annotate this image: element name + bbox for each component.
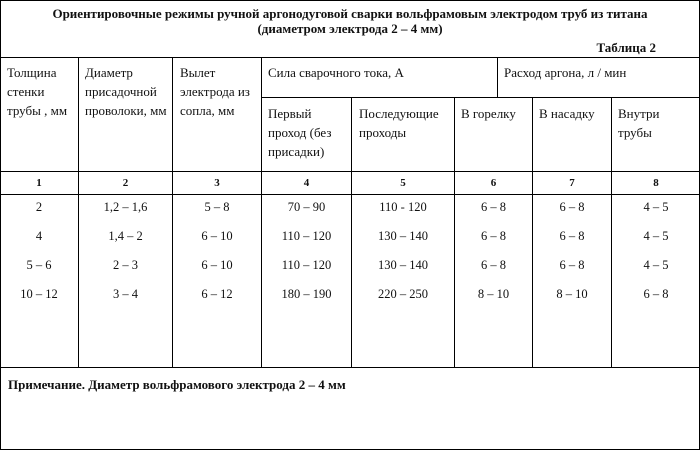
cell-electrode-extension: 6 – 12 [201, 287, 233, 301]
rule-group-divider [497, 57, 498, 97]
column-number: 7 [569, 177, 575, 189]
cell-argon-inside: 4 – 5 [643, 200, 669, 214]
header-first-pass: Первый проход (без присадки) [268, 106, 332, 159]
cell-wall-thickness: 5 – 6 [26, 258, 52, 272]
cell-first-pass-current: 110 – 120 [281, 258, 332, 272]
cell-next-passes-current: 130 – 140 [378, 258, 428, 272]
cell-wall-thickness: 2 [35, 200, 43, 214]
header-nozzle: В насадку [539, 106, 595, 121]
cell-argon-nozzle: 6 – 8 [559, 258, 585, 272]
cell-argon-inside: 4 – 5 [643, 258, 669, 272]
title-line-2: (диаметром электрода 2 – 4 мм) [257, 21, 443, 36]
column-number: 8 [653, 177, 659, 189]
table-row [0, 258, 700, 276]
cell-argon-torch: 6 – 8 [481, 229, 506, 243]
cell-argon-nozzle: 6 – 8 [559, 229, 585, 243]
rule-header-top [0, 57, 700, 58]
column-number: 4 [303, 177, 310, 189]
cell-electrode-extension: 5 – 8 [204, 200, 230, 214]
table-title [0, 6, 700, 36]
header-welding-current: Сила сварочного тока, А [268, 65, 404, 80]
header-argon-flow: Расход аргона, л / мин [504, 65, 627, 80]
header-electrode-extension: Вылет электрода из сопла, мм [180, 65, 250, 118]
cell-wall-thickness: 4 [35, 229, 43, 243]
header-torch: В горелку [461, 106, 516, 121]
rule-body-bottom [0, 367, 700, 368]
column-number: 5 [400, 177, 406, 189]
cell-argon-torch: 8 – 10 [477, 287, 510, 301]
cell-argon-nozzle: 6 – 8 [559, 200, 585, 214]
cell-next-passes-current: 220 – 250 [378, 287, 428, 301]
rule-numbers-bottom [0, 194, 700, 195]
header-inside-pipe: Внутри трубы [618, 106, 660, 140]
header-next-passes: Последующие проходы [359, 106, 439, 140]
table-row [0, 229, 700, 247]
cell-wall-thickness: 10 – 12 [20, 287, 58, 301]
cell-next-passes-current: 130 – 140 [378, 229, 428, 243]
cell-next-passes-current: 110 - 120 [379, 200, 427, 214]
cell-wire-diameter: 2 – 3 [113, 258, 138, 272]
table-number: Таблица 2 [596, 40, 656, 55]
cell-wire-diameter: 1,4 – 2 [108, 229, 143, 243]
cell-argon-nozzle: 8 – 10 [556, 287, 588, 301]
cell-argon-torch: 6 – 8 [481, 258, 506, 272]
title-line-1: Ориентировочные режимы ручной аргонодуговой сварки вольфрамовым электродом труб из титана [52, 6, 648, 21]
column-number: 3 [214, 177, 220, 189]
column-number: 2 [122, 177, 129, 189]
table-note: Примечание. Диаметр вольфрамового электрода 2 – 4 мм [8, 377, 346, 392]
cell-wire-diameter: 3 – 4 [113, 287, 138, 301]
table-row [0, 200, 700, 218]
header-wall-thickness: Толщина стенки трубы , мм [7, 65, 68, 118]
column-number: 6 [490, 177, 497, 189]
cell-first-pass-current: 180 – 190 [281, 287, 332, 301]
rule-group-split [261, 97, 700, 98]
column-number: 1 [36, 177, 42, 189]
cell-argon-inside: 6 – 8 [643, 287, 669, 301]
cell-argon-torch: 6 – 8 [481, 200, 506, 214]
cell-first-pass-current: 110 – 120 [281, 229, 332, 243]
rule-header-bottom [0, 171, 700, 172]
cell-electrode-extension: 6 – 10 [201, 258, 233, 272]
cell-wire-diameter: 1,2 – 1,6 [103, 200, 148, 214]
table-row [0, 287, 700, 305]
cell-first-pass-current: 70 – 90 [287, 200, 326, 214]
header-filler-wire-diameter: Диаметр присадочной проволоки, мм [85, 65, 167, 118]
cell-electrode-extension: 6 – 10 [201, 229, 233, 243]
cell-argon-inside: 4 – 5 [643, 229, 669, 243]
